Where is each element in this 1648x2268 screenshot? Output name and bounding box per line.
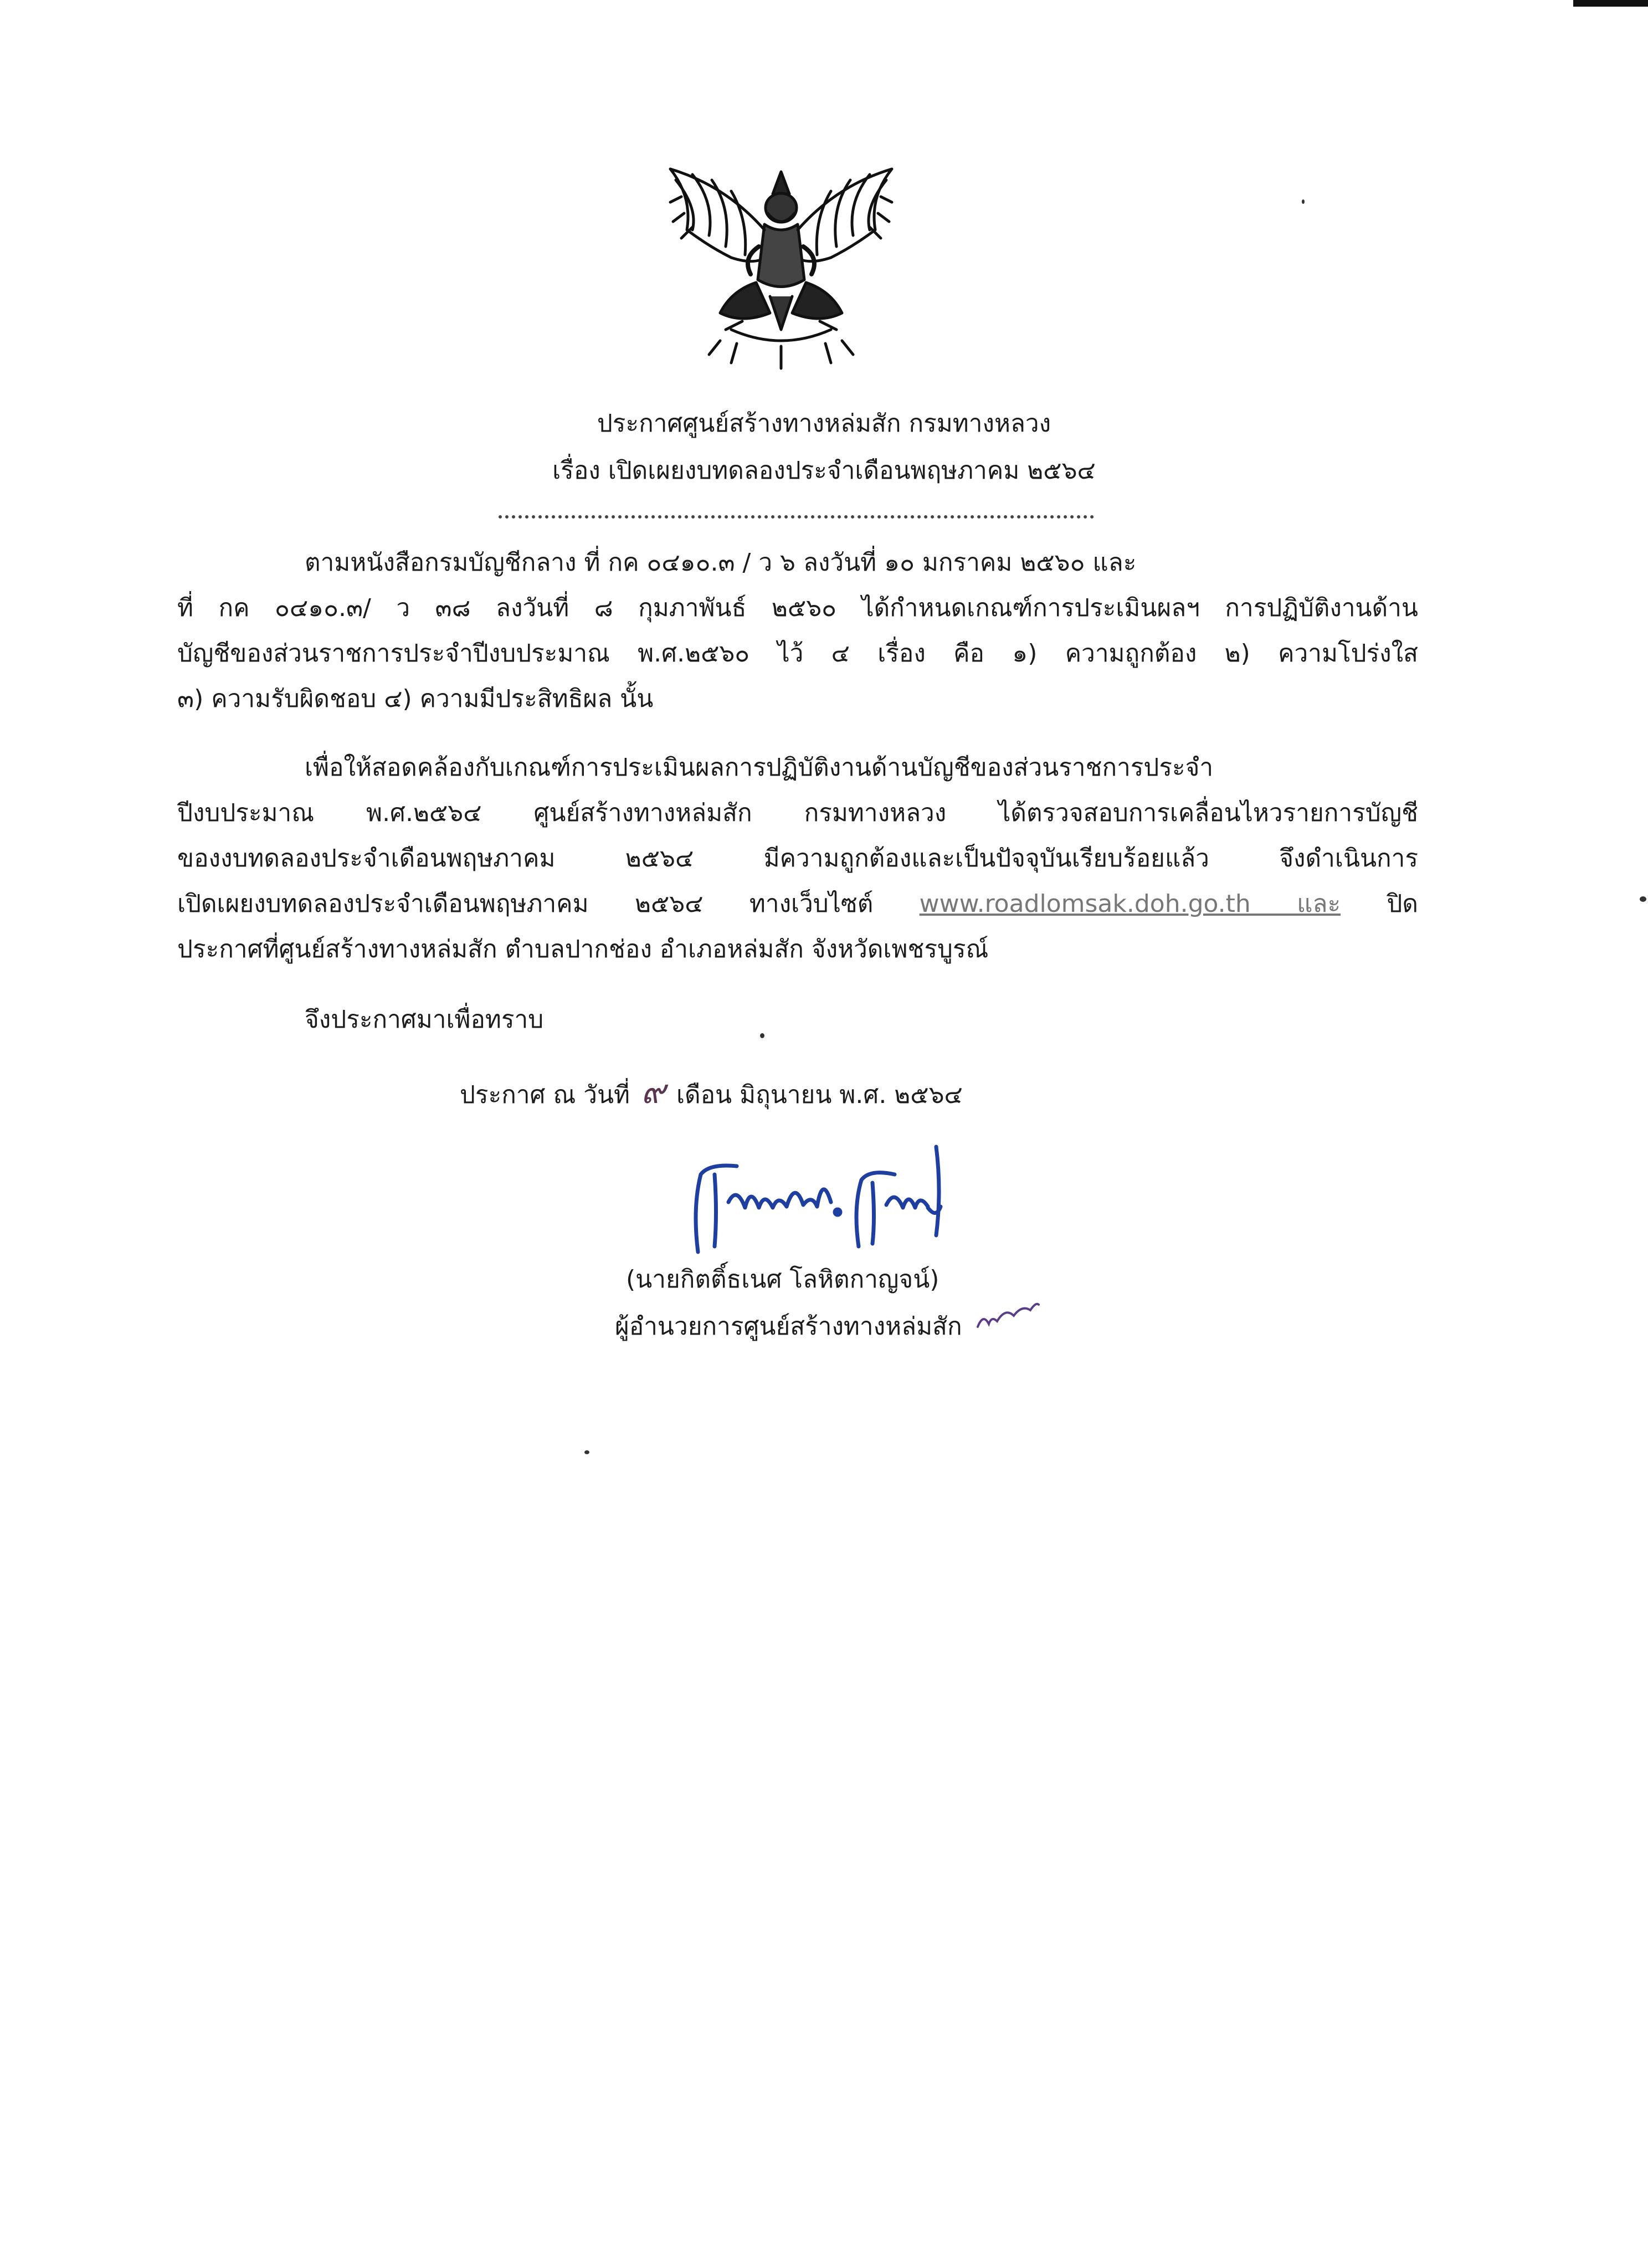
- scan-speck: [760, 1033, 764, 1038]
- paragraph-line: ที่ กค ๐๔๑๐.๓/ ว ๓๘ ลงวันที่ ๘ กุมภาพันธ์ ๒๕๖๐ ได้กำหนดเกณฑ์การประเมินผลฯ การปฏิบัติงานด้าน: [177, 594, 1418, 622]
- paragraph-line: ปีงบประมาณ พ.ศ.๒๕๖๔ ศูนย์สร้างทางหล่มสัก กรมทางหลวง ได้ตรวจสอบการเคลื่อนไหวรายการบัญชี: [177, 799, 1418, 827]
- scan-corner-mark: [1573, 0, 1648, 7]
- paragraph-line: เพื่อให้สอดคล้องกับเกณฑ์การประเมินผลการปฏิบัติงานด้านบัญชีของส่วนราชการประจำ: [305, 753, 1214, 782]
- paragraph-line: ตามหนังสือกรมบัญชีกลาง ที่ กค ๐๔๑๐.๓ / ว ๖ ลงวันที่ ๑๐ มกราคม ๒๕๖๐ และ: [305, 548, 1137, 577]
- dotted-divider: [499, 515, 1094, 519]
- paragraph-text: ปิด: [1387, 890, 1418, 918]
- announcement-title: ประกาศศูนย์สร้างทางหล่มสัก กรมทางหลวง: [597, 409, 1051, 438]
- scan-speck: [1302, 199, 1305, 204]
- date-prefix: ประกาศ ณ วันที่: [460, 1081, 630, 1109]
- handwritten-day: ๙: [641, 1073, 666, 1111]
- website-link[interactable]: www.roadlomsak.doh.go.th และ: [919, 890, 1341, 918]
- garuda-emblem-icon: [659, 163, 903, 374]
- paragraph-line: บัญชีของส่วนราชการประจำปีงบประมาณ พ.ศ.๒๕๖๐ ไว้ ๔ เรื่อง คือ ๑) ความถูกต้อง ๒) ความโปร่งใส: [177, 639, 1418, 668]
- scan-speck: [584, 1450, 589, 1454]
- handwritten-initial: [975, 1291, 1041, 1335]
- paragraph-line: ประกาศที่ศูนย์สร้างทางหล่มสัก ตำบลปากช่อง อำเภอหล่มสัก จังหวัดเพชรบูรณ์: [177, 935, 989, 963]
- signature: [676, 1141, 997, 1263]
- paragraph-text: เปิดเผยงบทดลองประจำเดือนพฤษภาคม ๒๕๖๔ ทางเว็บไซต์: [177, 890, 874, 918]
- announcement-subject: เรื่อง เปิดเผยงบทดลองประจำเดือนพฤษภาคม ๒๕๖๔: [552, 456, 1096, 485]
- signatory-position: ผู้อำนวยการศูนย์สร้างทางหล่มสัก: [615, 1312, 962, 1341]
- paragraph-line: ของงบทดลองประจำเดือนพฤษภาคม ๒๕๖๔ มีความถูกต้องและเป็นปัจจุบันเรียบร้อยแล้ว จึงดำเนินการ: [177, 844, 1418, 873]
- paragraph-line: ๓) ความรับผิดชอบ ๔) ความมีประสิทธิผล นั้น: [177, 685, 654, 713]
- scan-speck: [1640, 896, 1646, 902]
- paragraph-line-with-link: [177, 881, 1418, 927]
- paragraph-1: [177, 540, 1418, 722]
- paragraph-2: [177, 745, 1418, 972]
- date-suffix: เดือน มิถุนายน พ.ศ. ๒๕๖๔: [676, 1081, 963, 1109]
- closing-statement: จึงประกาศมาเพื่อทราบ: [305, 1005, 544, 1034]
- announcement-date: [460, 1069, 963, 1118]
- signatory-name: (นายกิตติ์ธเนศ โลหิตกาญจน์): [626, 1265, 939, 1294]
